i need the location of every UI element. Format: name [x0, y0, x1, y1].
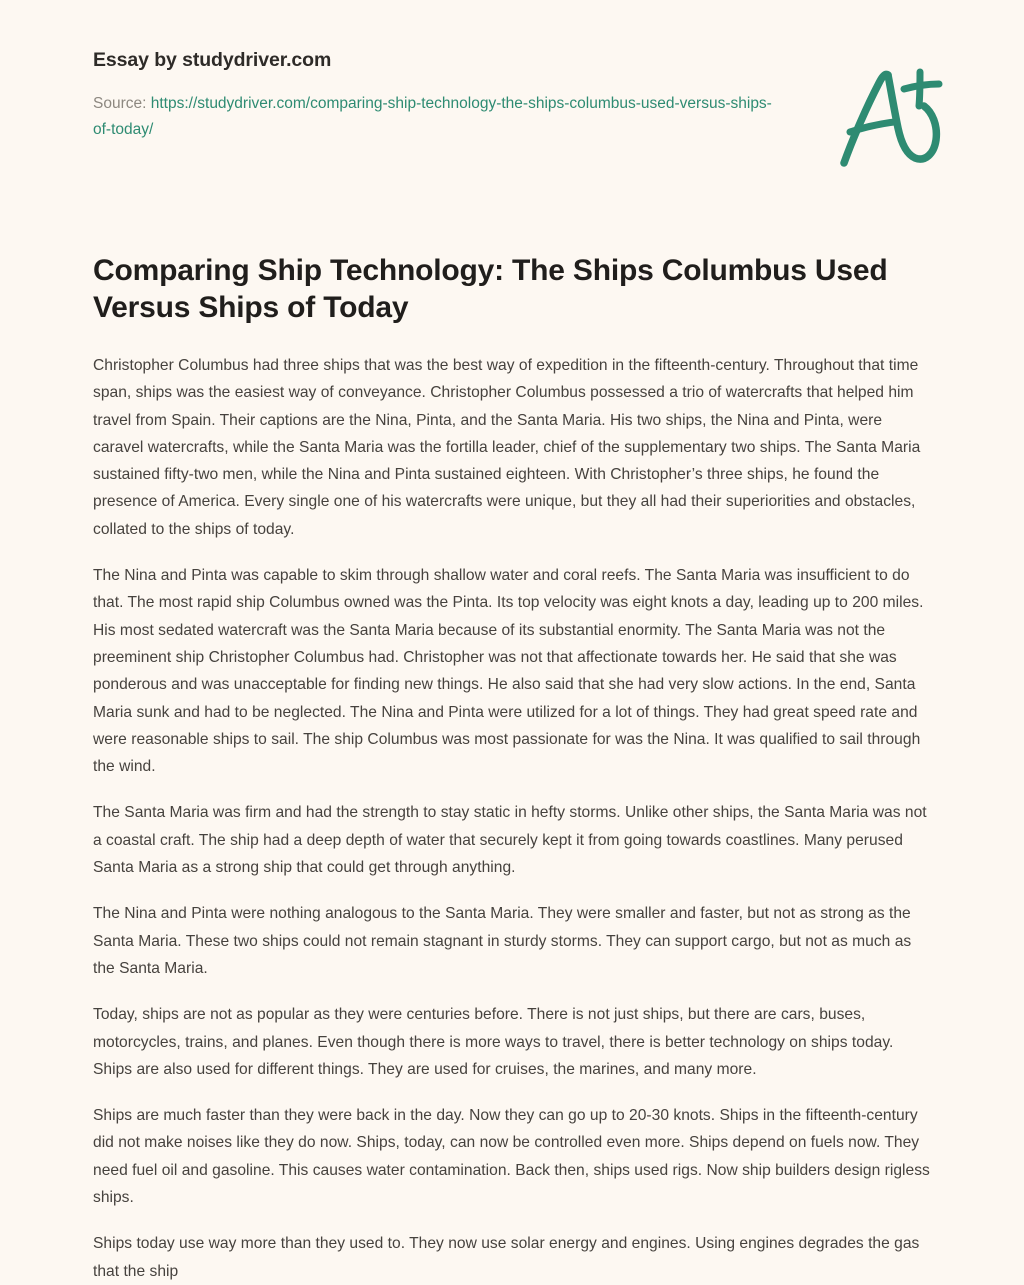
source-url-link[interactable]: https://studydriver.com/comparing-ship-technology-the-ships-columbus-used-versus-ships-of-today/ — [93, 95, 772, 138]
byline: Essay by studydriver.com — [93, 49, 332, 71]
article-paragraph: The Nina and Pinta was capable to skim through shallow water and coral reefs. The Santa Maria was insufficient to do that. The most rapid ship Columbus owned was the Pinta. Its top velocity was eight knots a day, leading up to 200 miles. His most sedated watercraft was the Santa Maria because of its substantial enormity. The Santa Maria was not the preeminent ship Christopher Columbus had. Christopher was not that affectionate towards her. He said that she was ponderous and was unacceptable for finding new things. He also said that she had very slow actions. In the end, Santa Maria sunk and had to be neglected. The Nina and Pinta were utilized for a lot of things. They had great speed rate and were reasonable ships to sail. The ship Columbus was most passionate for was the Nina. It was qualified to sail through the wind. — [93, 567, 924, 776]
document-header — [93, 48, 931, 188]
article-paragraph: The Santa Maria was firm and had the strength to stay static in hefty storms. Unlike other ships, the Santa Maria was not a coastal craft. The ship had a deep depth of water that securely kept it from going towards coastlines. Many perused Santa Maria as a strong ship that could get through anything. — [93, 804, 927, 877]
article-paragraph: Ships are much faster than they were back in the day. Now they can go up to 20-30 knots. Ships in the fifteenth-century did not make noises like they do now. Ships, today, can now be controlled even more. Ships depend on fuels now. They need fuel oil and gasoline. This causes water contamination. Back then, ships used rigs. Now ship builders design rigless ships. — [93, 1107, 930, 1207]
article-paragraph: Ships today use way more than they used to. They now use solar energy and engines. Using engines degrades the gas that the ship — [93, 1235, 920, 1280]
page-title: Comparing Ship Technology: The Ships Columbus Used Versus Ships of Today — [93, 254, 888, 324]
article-paragraph: The Nina and Pinta were nothing analogous to the Santa Maria. They were smaller and faster, but not as strong as the Santa Maria. These two ships could not remain stagnant in sturdy storms. They can support cargo, but not as much as the Santa Maria. — [93, 905, 912, 977]
source-label: Source: — [93, 95, 147, 112]
a-plus-logo-icon — [831, 62, 951, 172]
article-paragraph: Today, ships are not as popular as they were centuries before. There is not just ships, but there are cars, buses, motorcycles, trains, and planes. Even though there is more ways to travel, there is better technology on ships today. Ships are also used for different things. They are used for cruises, the marines, and many more. — [93, 1006, 894, 1078]
article — [93, 252, 933, 1285]
article-paragraph: Christopher Columbus had three ships that was the best way of expedition in the fifteenth-century. Throughout that time span, ships was the easiest way of conveyance. Christopher Columbus possessed a trio of watercrafts that helped him travel from Spain. Their captions are the Nina, Pinta, and the Santa Maria. His two ships, the Nina and Pinta, were caravel watercrafts, while the Santa Maria was the fortilla leader, chief of the supplementary two ships. The Santa Maria sustained fifty-two men, while the Nina and Pinta sustained eighteen. With Christopher’s three ships, he found the presence of America. Every single one of his watercrafts were unique, but they all had their superiorities and obstacles, collated to the ships of today. — [93, 357, 921, 538]
source-line — [93, 91, 773, 143]
article-body — [93, 352, 933, 1285]
